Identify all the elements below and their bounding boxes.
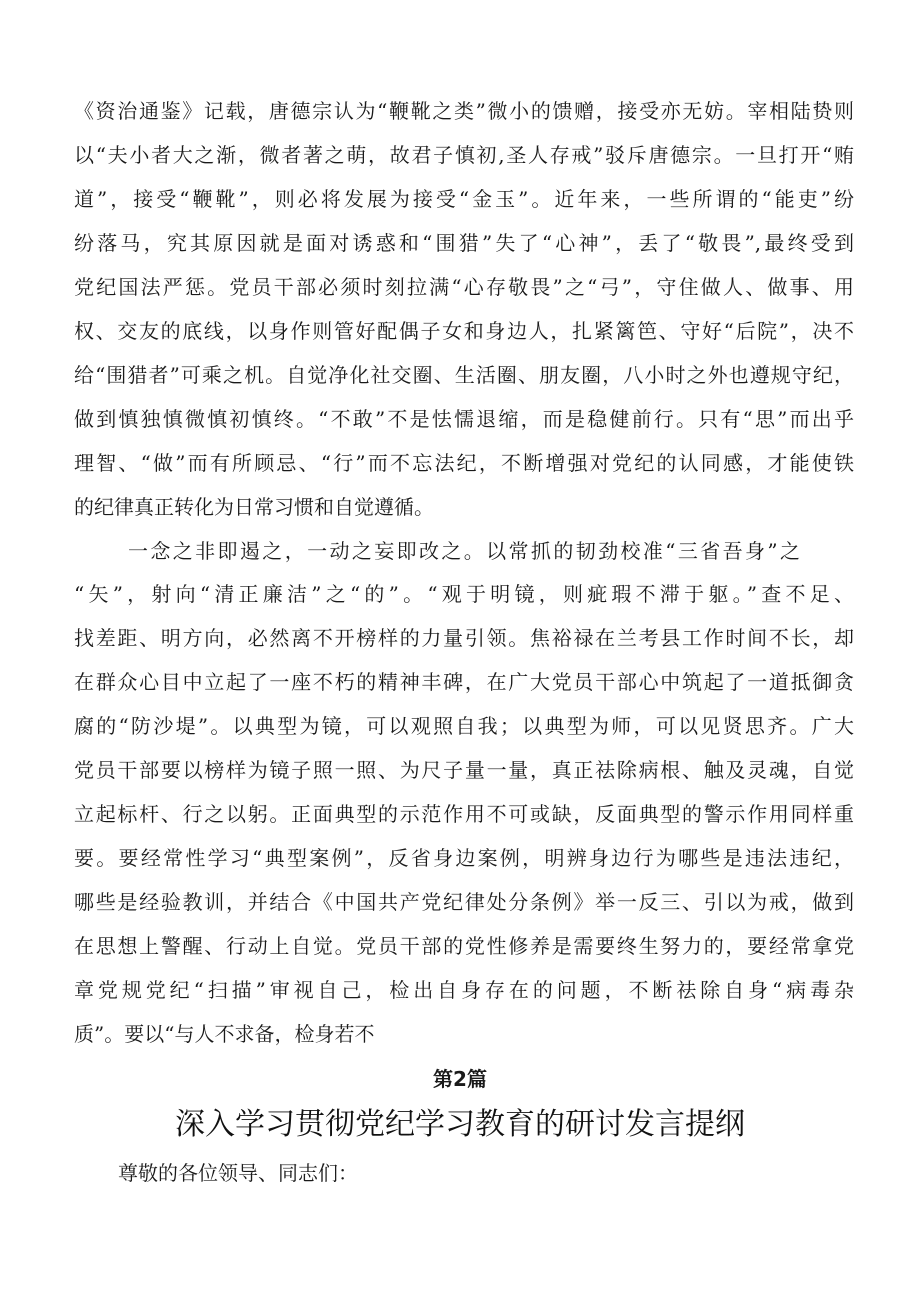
paragraph-line: 质”。要以“与人不求备，检身若不 xyxy=(74,1022,375,1046)
paragraph-line: 党纪国法严惩。党员干部必须时刻拉满“心存敬畏”之“弓”，守住做人、做事、用 xyxy=(74,275,854,299)
paragraph-line: 找差距、明方向，必然离不开榜样的力量引领。焦裕禄在兰考县工作时间不长，却 xyxy=(74,626,854,650)
paragraph-line: 一念之非即遏之，一动之妄即改之。以常抓的韧劲校准“三省吾身”之 xyxy=(128,539,800,563)
paragraph-line: “矢”，射向“清正廉洁”之“的”。“观于明镜，则疵瑕不滞于躯。”查不足、 xyxy=(74,582,854,606)
paragraph-line: 在思想上警醒、行动上自觉。党员干部的党性修养是需要终生努力的，要经常拿党 xyxy=(74,934,854,958)
paragraph-line: 《资治通鉴》记载，唐德宗认为“鞭靴之类”微小的馈赠，接受亦无妨。宰相陆贽则 xyxy=(74,99,854,123)
paragraph-line: 权、交友的底线，以身作则管好配偶子女和身边人，扎紧篱笆、守好“后院”，决不 xyxy=(74,319,854,343)
paragraph-line: 党员干部要以榜样为镜子照一照、为尺子量一量，真正祛除病根、触及灵魂，自觉 xyxy=(74,758,854,782)
paragraph-line: 要。要经常性学习“典型案例”，反省身边案例，明辨身边行为哪些是违法违纪， xyxy=(74,846,854,870)
article-label: 第2篇 xyxy=(433,1067,487,1091)
paragraph-line: 做到慎独慎微慎初慎终。“不敢”不是怯懦退缩，而是稳健前行。只有“思”而出乎 xyxy=(74,407,854,431)
paragraph-line: 给“围猎者”可乘之机。自觉净化社交圈、生活圈、朋友圈，八小时之外也遵规守纪， xyxy=(74,363,854,387)
salutation: 尊敬的各位领导、同志们： xyxy=(118,1161,358,1185)
paragraph-line: 道”，接受“鞭靴”，则必将发展为接受“金玉”。近年来，一些所谓的“能吏”纷 xyxy=(74,187,854,211)
paragraph-line: 纷落马，究其原因就是面对诱惑和“围猎”失了“心神”，丢了“敬畏”,最终受到 xyxy=(74,231,854,255)
paragraph-line: 立起标杆、行之以躬。正面典型的示范作用不可或缺，反面典型的警示作用同样重 xyxy=(74,802,854,826)
paragraph-line: 章党规党纪“扫描”审视自己，检出自身存在的问题，不断祛除自身“病毒杂 xyxy=(74,978,854,1002)
paragraph-line: 腐的“防沙堤”。以典型为镜，可以观照自我；以典型为师，可以见贤思齐。广大 xyxy=(74,714,854,738)
paragraph-line: 哪些是经验教训，并结合《中国共产党纪律处分条例》举一反三、引以为戒，做到 xyxy=(74,890,854,914)
paragraph-line: 在群众心目中立起了一座不朽的精神丰碑，在广大党员干部心中筑起了一道抵御贪 xyxy=(74,670,854,694)
paragraph-line: 理智、“做”而有所顾忌、“行”而不忘法纪，不断增强对党纪的认同感，才能使铁 xyxy=(74,451,854,475)
paragraph-line: 以“夫小者大之渐，微者著之萌，故君子慎初,圣人存戒”驳斥唐德宗。一旦打开“贿 xyxy=(74,143,854,167)
paragraph-line: 的纪律真正转化为日常习惯和自觉遵循。 xyxy=(74,495,434,519)
article-title: 深入学习贯彻党纪学习教育的研讨发言提纲 xyxy=(175,1107,745,1142)
